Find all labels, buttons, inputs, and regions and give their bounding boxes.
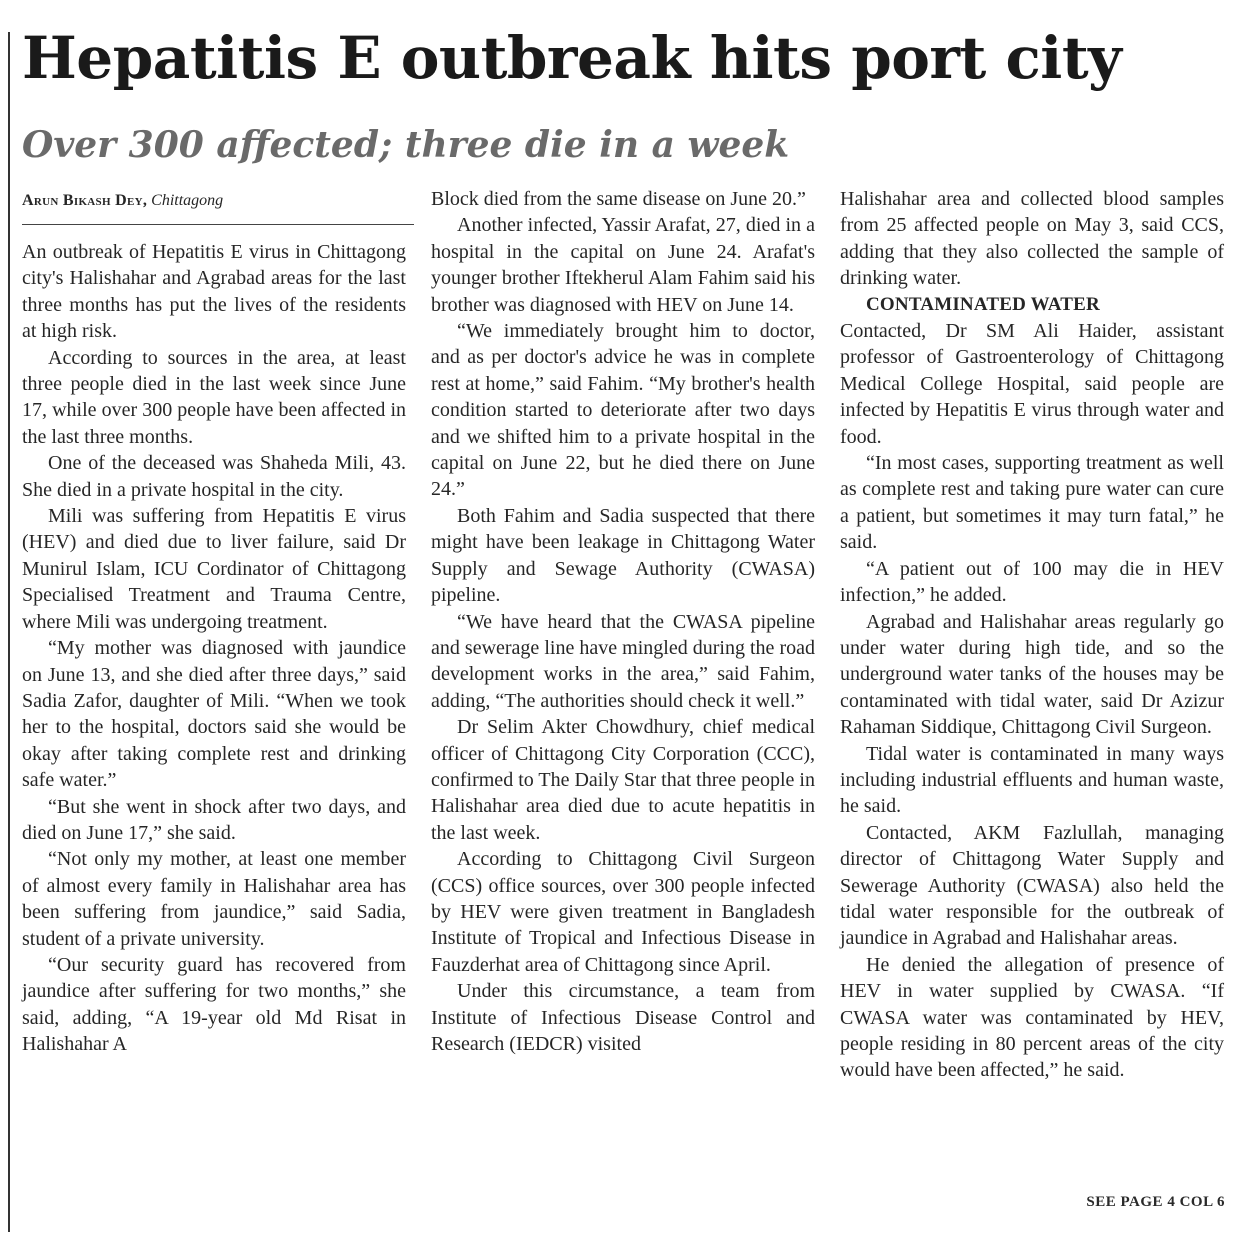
- article-column-3: [840, 186, 1224, 1084]
- article-subheadline: Over 300 affected; three die in a week: [22, 124, 790, 166]
- body-paragraph: Both Fahim and Sadia suspected that there might have been leakage in Chittagong Water Supply and Sewage Authority (CWASA) pipeline.: [431, 504, 815, 607]
- section-heading: CONTAMINATED WATER: [866, 293, 1100, 315]
- body-paragraph: “My mother was diagnosed with jaundice on June 13, and she died after three days,” said Sadia Zafor, daughter of Mili. “When we took her to the hospital, doctors said she would be okay after taking complete rest and drinking safe water.”: [22, 637, 406, 792]
- body-paragraph: Contacted, Dr SM Ali Haider, assistant professor of Gastroenterology of Chittagong Medical College Hospital, said people are infected by Hepatitis E virus through water and food.: [840, 320, 1224, 448]
- body-paragraph: Tidal water is contaminated in many ways including industrial effluents and human waste, he said.: [840, 742, 1224, 818]
- body-paragraph: “In most cases, supporting treatment as well as complete rest and taking pure water can cure a patient, but sometimes it may turn fatal,” he said.: [840, 452, 1224, 554]
- byline-author: Arun Bikash Dey,: [22, 192, 148, 209]
- article-column-2: [431, 186, 815, 1057]
- body-paragraph: According to sources in the area, at least three people died in the last week since June 17, while over 300 people have been affected in the last three months.: [22, 346, 406, 448]
- body-paragraph: “We immediately brought him to doctor, and as per doctor's advice he was in complete rest at home,” said Fahim. “My brother's health condition started to deteriorate after two days and we shifted him to a private hospital in the capital on June 22, but he died there on June 24.”: [431, 320, 815, 501]
- body-paragraph: Halishahar area and collected blood samples from 25 affected people on May 3, said CCS, adding that they also collected the sample of drinking water.: [840, 188, 1224, 290]
- body-paragraph: He denied the allegation of presence of HEV in water supplied by CWASA. “If CWASA water was contaminated by HEV, people residing in 80 percent areas of the city would have been affected,” he said.: [840, 953, 1224, 1082]
- article-column-1: [22, 186, 406, 1058]
- article-headline: Hepatitis E outbreak hits port city: [22, 24, 1122, 92]
- body-paragraph: “Our security guard has recovered from jaundice after suffering for two months,” she said, adding, “A 19-year old Md Risat in Halishahar A: [22, 953, 406, 1056]
- body-paragraph: Contacted, AKM Fazlullah, managing director of Chittagong Water Supply and Sewerage Authority (CWASA) also held the tidal water responsible for the outbreak of jaundice in Agrabad and Halishahar areas.: [840, 821, 1224, 950]
- body-paragraph: “But she went in shock after two days, and died on June 17,” she said.: [22, 795, 406, 844]
- column-rule-left: [8, 32, 10, 1232]
- body-paragraph: An outbreak of Hepatitis E virus in Chittagong city's Halishahar and Agrabad areas for the last three months has put the lives of the residents at high risk.: [22, 241, 406, 343]
- byline: [22, 186, 414, 225]
- body-paragraph: One of the deceased was Shaheda Mili, 43. She died in a private hospital in the city.: [22, 452, 406, 501]
- body-paragraph: “Not only my mother, at least one member of almost every family in Halishahar area has been suffering from jaundice,” said Sadia, student of a private university.: [22, 848, 406, 950]
- body-paragraph: Agrabad and Halishahar areas regularly go under water during high tide, and so the underground water tanks of the houses may be contaminated with tidal water, said Dr Azizur Rahaman Siddique, Chittagong Civil Surgeon.: [840, 610, 1224, 739]
- body-paragraph: Dr Selim Akter Chowdhury, chief medical officer of Chittagong City Corporation (CCC), confirmed to The Daily Star that three people in Halishahar area died due to acute hepatitis in the last week.: [431, 716, 815, 844]
- body-paragraph: “We have heard that the CWASA pipeline and sewerage line have mingled during the road development works in the area,” said Fahim, adding, “The authorities should check it well.”: [431, 610, 815, 712]
- continued-on-page-note: SEE PAGE 4 COL 6: [1086, 1194, 1225, 1210]
- body-paragraph: Under this circumstance, a team from Institute of Infectious Disease Control and Research (IEDCR) visited: [431, 980, 815, 1055]
- body-paragraph: “A patient out of 100 may die in HEV infection,” he added.: [840, 557, 1224, 607]
- body-paragraph: According to Chittagong Civil Surgeon (CCS) office sources, over 300 people infected by HEV were given treatment in Bangladesh Institute of Tropical and Infectious Disease in Fauzderhat area of Chittagong since April.: [431, 848, 815, 976]
- body-paragraph: Mili was suffering from Hepatitis E virus (HEV) and died due to liver failure, said Dr Munirul Islam, ICU Cordinator of Chittagong Specialised Treatment and Trauma Centre, where Mili was undergoing treatment.: [22, 505, 406, 633]
- byline-location: Chittagong: [151, 192, 224, 209]
- body-paragraph: Block died from the same disease on June 20.”: [431, 188, 806, 210]
- body-paragraph: Another infected, Yassir Arafat, 27, died in a hospital in the capital on June 24. Arafat's younger brother Iftekherul Alam Fahim said his brother was diagnosed with HEV on June 14.: [431, 214, 815, 316]
